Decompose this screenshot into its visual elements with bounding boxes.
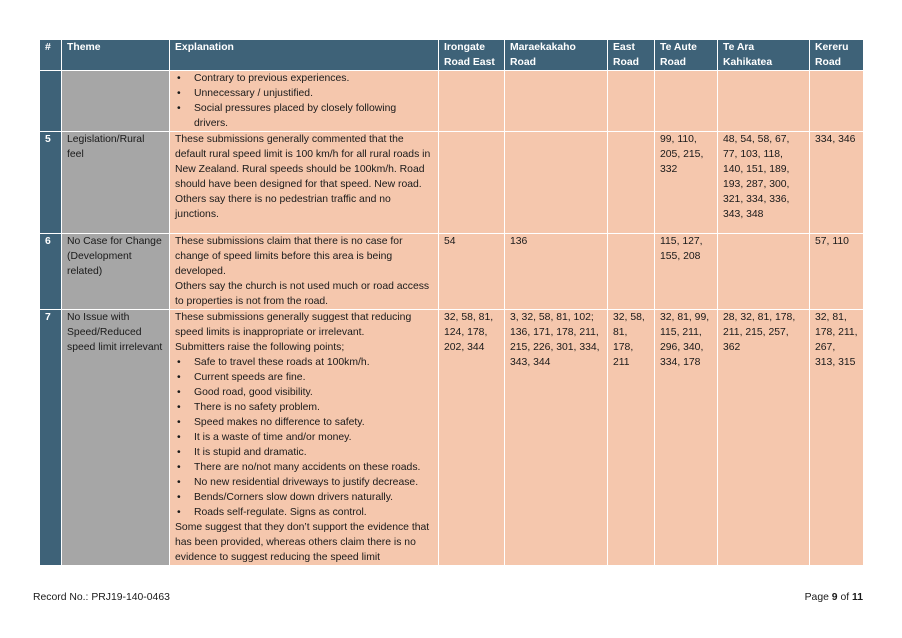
bullet-item: • It is a waste of time and/or money.: [194, 430, 433, 445]
submission-refs: 57, 110: [810, 234, 864, 310]
explanation-bullets: [175, 355, 433, 520]
submission-refs: [608, 234, 655, 310]
submission-refs: 32, 81, 178, 211, 267, 313, 315: [810, 310, 864, 566]
row-theme: No Issue with Speed/Reduced speed limit irrelevant: [62, 310, 170, 566]
bullet-item: • Social pressures placed by closely following drivers.: [194, 101, 433, 131]
table-row: [40, 71, 864, 132]
submission-refs: [439, 132, 505, 234]
bullet-item: • No new residential driveways to justify decrease.: [194, 475, 433, 490]
table-row: [40, 234, 864, 310]
page-number: [805, 592, 863, 603]
submission-refs: [810, 71, 864, 132]
page-current: 9: [831, 592, 838, 603]
submission-refs: [608, 132, 655, 234]
bullet-item: • Unnecessary / unjustified.: [194, 86, 433, 101]
explanation-text: These submissions claim that there is no case for change of speed limits before this area is being developed.: [175, 236, 403, 277]
row-number: 6: [40, 234, 62, 310]
row-theme: Legislation/Rural feel: [62, 132, 170, 234]
bullet-item: • There are no/not many accidents on these roads.: [194, 460, 433, 475]
bullet-item: • Speed makes no difference to safety.: [194, 415, 433, 430]
submission-refs: [718, 234, 810, 310]
explanation-text: Some suggest that they don’t support the evidence that has been provided, whereas others claim there is no evidence to suggest reducing the speed limit: [175, 522, 430, 563]
column-header: East Road: [608, 40, 655, 71]
submission-refs: 54: [439, 234, 505, 310]
row-theme: [62, 71, 170, 132]
table-header-row: [40, 40, 864, 71]
explanation-text: Others say there is no pedestrian traffic and no junctions.: [175, 194, 391, 220]
explanation-text: Others say the church is not used much or road access to properties is not from the road.: [175, 281, 430, 307]
page-label: Page: [804, 592, 829, 603]
column-header: Explanation: [170, 40, 439, 71]
row-explanation: [170, 71, 439, 132]
row-theme: No Case for Change (Development related): [62, 234, 170, 310]
column-header: Te Ara Kahikatea: [718, 40, 810, 71]
column-header: Theme: [62, 40, 170, 71]
column-header: Te Aute Road: [655, 40, 718, 71]
column-header: Maraekakaho Road: [505, 40, 608, 71]
submission-refs: 136: [505, 234, 608, 310]
page-total: 11: [852, 592, 863, 603]
bullet-item: • Contrary to previous experiences.: [194, 71, 433, 86]
explanation-text: Submitters raise the following points;: [175, 342, 345, 353]
submission-refs: [608, 71, 655, 132]
row-explanation: [170, 132, 439, 234]
submission-refs: 32, 58, 81, 178, 211: [608, 310, 655, 566]
row-explanation: [170, 234, 439, 310]
table-body: [40, 71, 864, 566]
submission-refs: [439, 71, 505, 132]
bullet-item: • Bends/Corners slow down drivers naturally.: [194, 490, 433, 505]
column-header: Kereru Road: [810, 40, 864, 71]
page-of: of: [840, 592, 850, 603]
bullet-item: • It is stupid and dramatic.: [194, 445, 433, 460]
submission-refs: [505, 132, 608, 234]
submission-refs: 334, 346: [810, 132, 864, 234]
submission-refs: 32, 58, 81, 124, 178, 202, 344: [439, 310, 505, 566]
submission-refs: 99, 110, 205, 215, 332: [655, 132, 718, 234]
submissions-table: [39, 39, 864, 566]
submission-refs: [505, 71, 608, 132]
row-number: 7: [40, 310, 62, 566]
bullet-item: • Good road, good visibility.: [194, 385, 433, 400]
submission-refs: 115, 127, 155, 208: [655, 234, 718, 310]
column-header: #: [40, 40, 62, 71]
row-explanation: [170, 310, 439, 566]
column-header: Irongate Road East: [439, 40, 505, 71]
explanation-text: These submissions generally suggest that reducing speed limits is inappropriate or irrelevant.: [175, 312, 412, 338]
row-number: [40, 71, 62, 132]
table-row: [40, 310, 864, 566]
row-number: 5: [40, 132, 62, 234]
submission-refs: 3, 32, 58, 81, 102; 136, 171, 178, 211, 215, 226, 301, 334, 343, 344: [505, 310, 608, 566]
bullet-item: • Current speeds are fine.: [194, 370, 433, 385]
submission-refs: 32, 81, 99, 115, 211, 296, 340, 334, 178: [655, 310, 718, 566]
bullet-item: • There is no safety problem.: [194, 400, 433, 415]
submission-refs: 48, 54, 58, 67, 77, 103, 118, 140, 151, 189, 193, 287, 300, 321, 334, 336, 343, 348: [718, 132, 810, 234]
explanation-text: These submissions generally commented that the default rural speed limit is 100 km/h for all rural roads in New Zealand. Rural speeds should be 100km/h. Road should have been designed for that speed. New road.: [175, 134, 431, 190]
explanation-bullets: [175, 71, 433, 131]
submission-refs: [718, 71, 810, 132]
bullet-item: • Safe to travel these roads at 100km/h.: [194, 355, 433, 370]
bullet-item: • Roads self-regulate. Signs as control.: [194, 505, 433, 520]
submission-refs: 28, 32, 81, 178, 211, 215, 257, 362: [718, 310, 810, 566]
table-row: [40, 132, 864, 234]
submission-refs: [655, 71, 718, 132]
record-number: Record No.: PRJ19-140-0463: [33, 592, 170, 603]
